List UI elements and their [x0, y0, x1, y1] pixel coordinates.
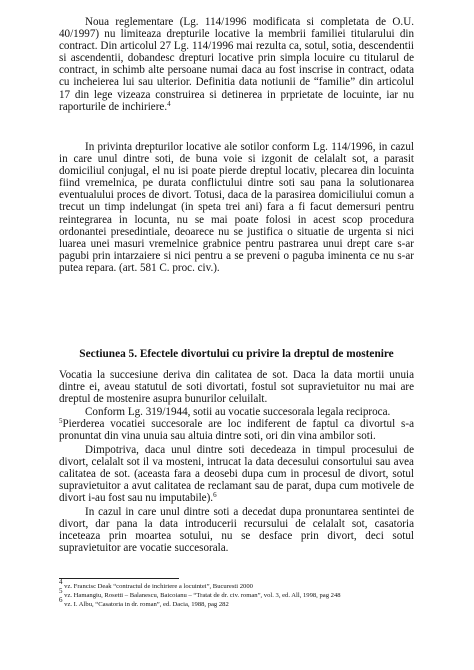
paragraph-spousal-housing-rights: In privinta drepturilor locative ale sotilor conform Lg. 114/1996, in cazul in care unul dintre soti, de buna voie si izgonit de celalalt sot, a parasit domiciliul conjugal, el nu isi poate pierde dreptul locativ, plecarea din locuinta fiind vremelnica, pe durata conflictului dintre soti sau pana la solutionarea eventualului proces de divort. Totusi, daca de la parasirea domiciliului comun a trecut un timp indelungat (in speta trei ani) fara a fi facut demersuri pentru reintegrarea in locunta, nu se mai poate folosi in acest scop procedura ordonantei presedintiale, deoarece nu se justifica o situatie de urgenta si nici luarea unei masuri vremelnice grabnice pentru pastrarea unui drept care s-ar pagubi prin intarzaiere si nici pentru a se preveni o paguba iminenta ce nu s-ar putea repara. (art. 581 C. proc. civ.). — [59, 141, 414, 274]
paragraph-law-319-1944 — [59, 406, 414, 442]
paragraph-succession-vocation: Vocatia la succesiune deriva din calitatea de sot. Daca la data mortii unuia dintre ei, aveau statutul de soti divortati, fostul sot supravietuitor nu mai are dreptul de mostenire asupra bunurilor celuilalt. — [59, 369, 414, 406]
footnote-ref-6[interactable]: 6 — [213, 491, 217, 500]
footnote-4 — [59, 578, 439, 591]
paragraph-text: Dimpotriva, daca unul dintre soti decedeaza in timpul procesului de divort, celalalt sot il va mosteni, intrucat la data decesului consortului sau avea calitatea de sot. (aceasta fara a deosebi dupa cum in procesul de divort, sotul supravietuitor a avut calitatea de reclamant sau de parat, dupa cum motivele de divort i-au fost sau nu imputabile). — [59, 444, 414, 505]
footnote-mark: 6 — [59, 596, 63, 604]
footnote-text: vz. I. Albu, “Casatoria in dr. roman”, ed. Dacia, 1988, pag 282 — [62, 601, 229, 608]
footnote-divider — [59, 578, 179, 579]
paragraph-text: Conform Lg. 319/1944, sotii au vocatie succesorala legala reciproca. — [85, 406, 391, 418]
footnote-mark: 5 — [59, 587, 63, 595]
section-heading: Sectiunea 5. Efectele divortului cu privire la dreptul de mostenire — [79, 348, 394, 360]
paragraph-death-during-divorce — [59, 444, 414, 504]
paragraph-text: Noua reglementare (Lg. 114/1996 modificata si completata de O.U. 40/1997) nu limiteaza drepturile locative la membrii familiei titularului din contract. Din articolul 27 Lg. 114/1996 mai rezulta ca, sotul, sotia, descendentii si ascendentii, dobandesc drepturi locative prin simpla locuire cu titularul de contract, in schimb alte persoane numai daca au fost inscrise in contract, odata cu incheierea lui sau ulterior. Definitia data notiunii de “familie” din articolul 17 din lege vizeaza construirea si detinerea in prprietate de locuinte, iar nu raporturile de inchiriere. — [59, 16, 414, 113]
footnote-ref-5[interactable]: 5 — [59, 417, 63, 426]
paragraph-text: Pierderea vocatiei succesorale are loc indiferent de faptul ca divortul s-a pronuntat din vina unuia sau altuia dintre soti, ori din vina ambilor soti. — [59, 418, 414, 443]
footnote-text: vz. Francisc Deak “contractul de inchiriere a locuintei”, Bucuresti 2000 — [62, 583, 253, 590]
paragraph-housing-regulation — [59, 16, 414, 113]
paragraph-death-after-sentence: In cazul in care unul dintre soti a decedat dupa pronuntarea sentintei de divort, dar pana la data introducerii recursului de celalalt sot, casatoria inceteaza prin moartea sotului, nu se desface prin divort, deci sotul supravietuitor are vocatie succesorala. — [59, 506, 414, 555]
footnote-6 — [59, 596, 439, 609]
footnote-5 — [59, 587, 439, 600]
footnote-ref-4[interactable]: 4 — [167, 99, 171, 108]
footnote-mark: 4 — [59, 578, 63, 586]
footnote-text: vz. Hamangiu, Rosetti – Balanescu, Baicoianu – “Tratat de dr. civ. roman”, vol. 3, ed. All, 1998, pag 248 — [62, 592, 341, 599]
